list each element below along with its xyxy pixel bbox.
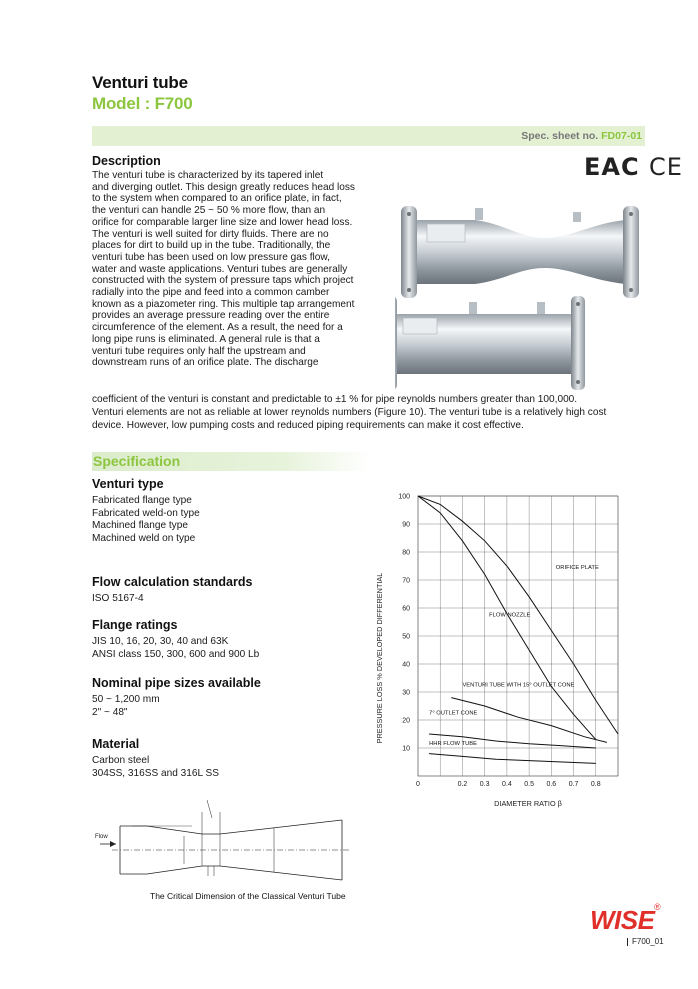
- chart-grid: [418, 496, 618, 776]
- x-tick-label: 0.4: [502, 781, 512, 788]
- text-line: constructed with the system of pressure taps which project: [92, 275, 354, 287]
- list-item: 50 ~ 1,200 mm: [92, 694, 160, 705]
- text-line: water and waste applications. Venturi tubes are generally: [92, 263, 348, 275]
- flow-label: Flow: [95, 834, 108, 840]
- text-line: radially into the pipe and feed into a common camber: [92, 287, 330, 299]
- series-label: FLOW NOZZLE: [489, 612, 531, 619]
- list-item: ANSI class 150, 300, 600 and 900 Lb: [92, 648, 260, 660]
- text-line: long pipe runs is eliminated. A general rule is that a: [92, 333, 320, 345]
- pressure-loss-chart: [368, 488, 650, 818]
- y-tick-label: 20: [402, 717, 410, 725]
- document-code: [627, 937, 664, 946]
- ce-mark: CE: [648, 153, 683, 181]
- list-item: Fabricated flange type: [92, 495, 192, 506]
- series-label: VENTURI TUBE WITH 15° OUTLET CONE: [462, 682, 575, 689]
- pipe-sizes-list: [92, 694, 160, 719]
- y-tick-label: 40: [402, 661, 410, 669]
- venturi-tube-photo-1: [401, 206, 639, 298]
- text-line: The venturi tube is characterized by its tapered inlet: [92, 170, 324, 181]
- y-tick-label: 50: [402, 633, 410, 641]
- y-axis-label: PRESSURE LOSS % DEVELOPED DIFFERENTIAL: [375, 572, 384, 744]
- text-line: known as a piazometer ring. This multiple tap arrangement: [92, 298, 355, 310]
- list-item: Machined weld on type: [92, 533, 196, 545]
- y-tick-label: 100: [398, 493, 410, 501]
- model-label: Model : F700: [92, 94, 193, 113]
- wise-logo: WISE: [590, 905, 655, 935]
- text-line: venturi tube requires only half the upstream and: [92, 345, 306, 357]
- document-code-text: F700_01: [632, 937, 664, 946]
- y-tick-label: 70: [402, 577, 410, 585]
- diagram-caption: The Critical Dimension of the Classical Venturi Tube: [150, 891, 346, 901]
- y-tick-label: 10: [402, 745, 410, 753]
- text-line: and diverging outlet. This design greatly reduces head loss: [92, 181, 355, 193]
- certification-marks: [584, 153, 683, 181]
- x-tick-label: 0: [416, 781, 420, 788]
- y-tick-label: 30: [402, 689, 410, 697]
- text-line: device. However, low pumping costs and reduced piping requirements can make it cost effective.: [92, 420, 524, 432]
- x-tick-label: 0.7: [568, 781, 579, 788]
- series-line: [429, 754, 596, 764]
- text-line: The venturi is well suited for dirty fluids. There are no: [92, 228, 329, 240]
- material-list: [92, 755, 219, 780]
- text-line: Venturi elements are not as reliable at lower reynolds numbers (Figure 10). The venturi tube is a relatively high cost: [92, 407, 607, 419]
- text-line: orifice for comparable larger line size and lower head loss.: [92, 216, 353, 228]
- flow-standards-heading: Flow calculation standards: [92, 575, 253, 589]
- series-label: 7° OUTLET CONE: [429, 710, 478, 717]
- eac-mark: EAC: [584, 153, 640, 181]
- list-item: 304SS, 316SS and 316L SS: [92, 767, 220, 779]
- page-title: Venturi tube: [92, 73, 188, 92]
- material-heading: Material: [92, 737, 140, 751]
- pipe-sizes-heading: Nominal pipe sizes available: [92, 676, 261, 690]
- text-line: coefficient of the venturi is constant and predictable to ±1 % for pipe reynolds numbers greater than 100,000.: [92, 394, 578, 405]
- spec-label: Spec. sheet no.: [521, 130, 599, 142]
- text-line: to the system when compared to an orifice plate, in fact,: [92, 193, 342, 205]
- flow-standards-list: [92, 593, 144, 606]
- specification-heading: Specification: [93, 453, 181, 469]
- y-tick-label: 90: [402, 521, 410, 529]
- x-tick-label: 0.6: [546, 781, 557, 788]
- x-tick-label: 0.8: [590, 781, 601, 788]
- list-item: JIS 10, 16, 20, 30, 40 and 63K: [92, 636, 229, 647]
- product-photo: [395, 198, 650, 398]
- text-line: provides an average pressure reading over the entire: [92, 310, 330, 322]
- list-item: Fabricated weld-on type: [92, 507, 200, 519]
- list-item: ISO 5167-4: [92, 593, 144, 604]
- text-line: venturi tube has been used on low pressure gas flow,: [92, 251, 330, 263]
- venturi-type-list: [92, 495, 200, 546]
- description-text-narrow: [92, 170, 382, 369]
- venturi-tube-photo-2: [395, 296, 585, 390]
- spec-code: FD07-01: [601, 130, 642, 142]
- chart-series: [418, 496, 618, 763]
- flange-ratings-heading: Flange ratings: [92, 618, 178, 632]
- flange-ratings-list: [92, 636, 259, 661]
- text-line: the venturi can handle 25 ~ 50 % more flow, than an: [92, 205, 326, 217]
- series-label: ORIFICE PLATE: [555, 564, 599, 571]
- x-axis-label: DIAMETER RATIO β: [494, 799, 562, 808]
- description-heading: Description: [92, 154, 161, 168]
- registered-mark: ®: [654, 902, 661, 912]
- x-tick-label: 0.3: [479, 781, 490, 788]
- list-item: Machined flange type: [92, 520, 188, 532]
- venturi-type-heading: Venturi type: [92, 477, 164, 491]
- description-text-full: [92, 393, 657, 433]
- code-divider: [627, 938, 628, 946]
- y-tick-label: 80: [402, 549, 410, 557]
- list-item: Carbon steel: [92, 755, 150, 766]
- x-tick-label: 0.5: [524, 781, 534, 788]
- text-line: places for dirt to build up in the tube. Traditionally, the: [92, 240, 331, 252]
- x-tick-label: 0.2: [457, 781, 468, 788]
- text-line: circumference of the element. As a result, the need for a: [92, 322, 343, 334]
- spec-sheet-number: [521, 130, 642, 142]
- y-tick-label: 60: [402, 605, 410, 613]
- series-label: HHR FLOW TUBE: [429, 741, 478, 748]
- list-item: 2" ~ 48": [92, 706, 128, 718]
- text-line: downstream runs of an orifice plate. The discharge: [92, 357, 319, 369]
- venturi-dimension-diagram: [92, 790, 362, 890]
